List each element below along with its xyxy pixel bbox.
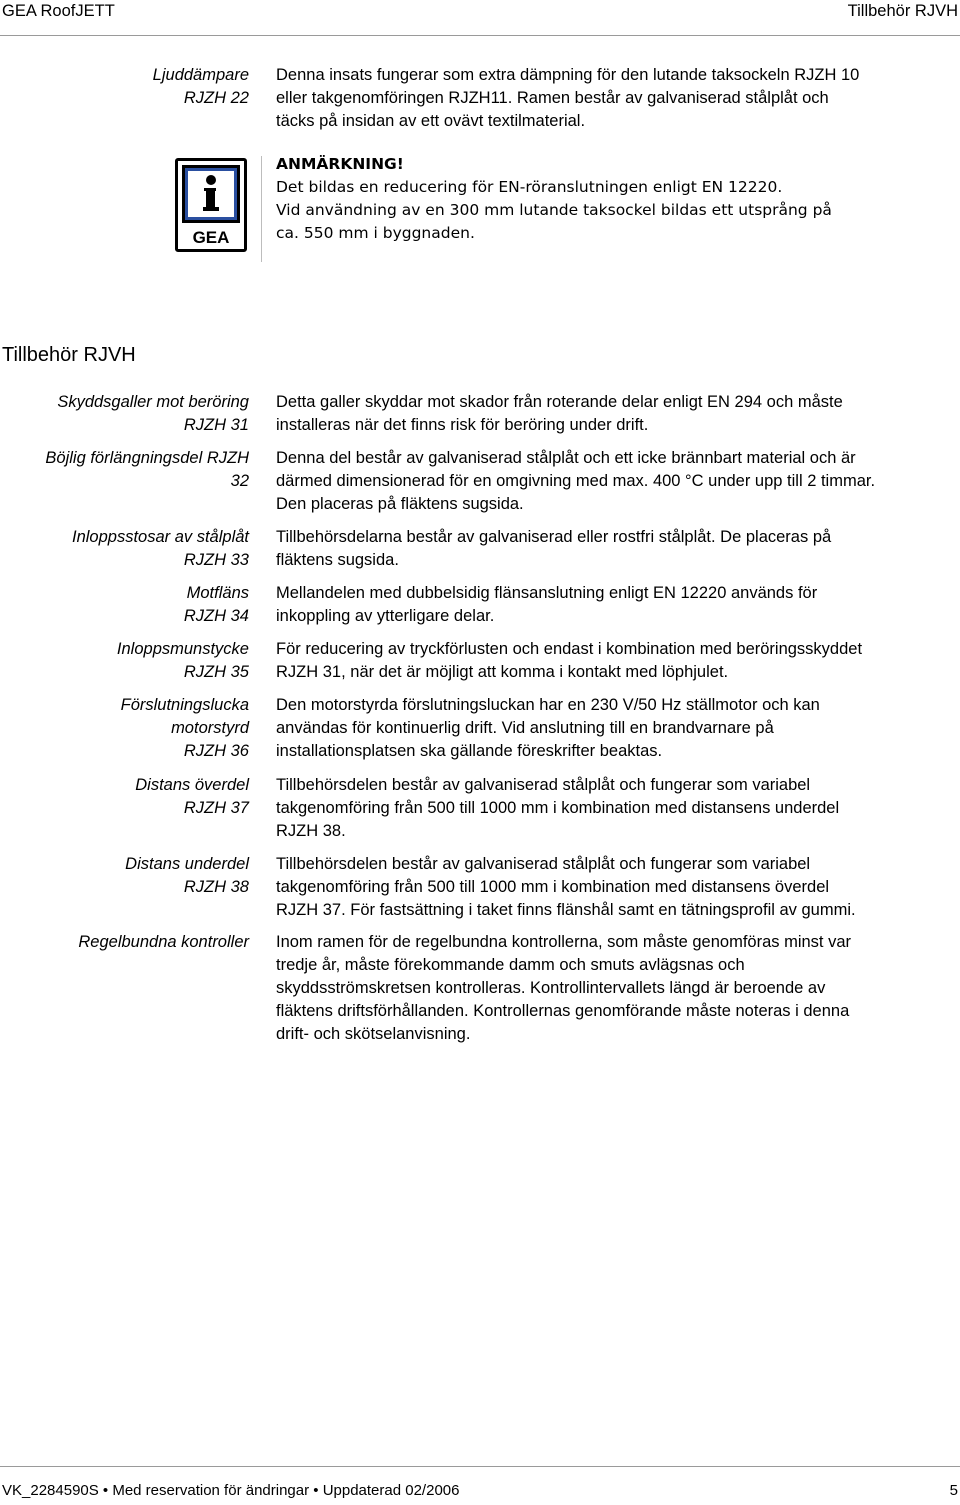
page-footer bbox=[0, 1466, 960, 1505]
item-label bbox=[0, 694, 249, 763]
item-label bbox=[0, 638, 249, 684]
item-text bbox=[276, 447, 960, 516]
notice-line: Det bildas en reducering för EN-röranslutningen enligt EN 12220. bbox=[276, 178, 783, 196]
label-line: Förslutningslucka bbox=[120, 696, 249, 714]
item-label bbox=[0, 931, 249, 954]
label-line: RJZH 31 bbox=[183, 416, 249, 434]
text-line: Denna del består av galvaniserad stålplåt och ett icke brännbart material och är bbox=[276, 449, 856, 467]
label-line: RJZH 22 bbox=[183, 89, 249, 107]
item-text bbox=[276, 391, 960, 437]
item-text bbox=[276, 931, 960, 1046]
item-label bbox=[0, 853, 249, 899]
footer-document-info: VK_2284590S • Med reservation för ändringar • Uppdaterad 02/2006 bbox=[2, 1482, 460, 1499]
item-label bbox=[0, 391, 249, 437]
notice-block bbox=[276, 153, 956, 245]
notice-title: ANMÄRKNING! bbox=[276, 155, 404, 173]
text-line: eller takgenomföringen RJZH11. Ramen består av galvaniserad stålplåt och bbox=[276, 89, 829, 107]
text-line: takgenomföring från 500 till 1000 mm i kombination med distansens underdel bbox=[276, 799, 840, 817]
text-line: Tillbehörsdelarna består av galvaniserad eller rostfri stålplåt. De placeras på bbox=[276, 528, 832, 546]
item-label bbox=[0, 447, 249, 493]
text-line: installationsplatsen ska gällande föreskrifter beaktas. bbox=[276, 742, 663, 760]
item-text bbox=[276, 694, 960, 763]
text-line: RJZH 37. För fastsättning i taket finns flänshål samt en tätningsprofil av gummi. bbox=[276, 901, 856, 919]
text-line: Tillbehörsdelen består av galvaniserad stålplåt och fungerar som variabel bbox=[276, 855, 811, 873]
label-line: Inloppsmunstycke bbox=[116, 640, 249, 658]
item-label bbox=[0, 526, 249, 572]
notice-divider bbox=[261, 156, 262, 262]
info-icon bbox=[175, 158, 247, 252]
text-line: installeras när det finns risk för beröring under drift. bbox=[276, 416, 649, 434]
text-line: skyddsströmskretsen kontrolleras. Kontrollintervallets längd är beroende av bbox=[276, 979, 826, 997]
text-line: Tillbehörsdelen består av galvaniserad stålplåt och fungerar som variabel bbox=[276, 776, 811, 794]
label-line: RJZH 38 bbox=[183, 878, 249, 896]
text-line: fläktens driftsförhållanden. Kontrollernas genomförande måste noteras i denna bbox=[276, 1002, 850, 1020]
label-line: Motfläns bbox=[186, 584, 249, 602]
section-title: Tillbehör RJVH bbox=[2, 344, 136, 366]
item-text bbox=[276, 638, 960, 684]
label-line: Regelbundna kontroller bbox=[78, 933, 249, 951]
text-line: RJZH 31, när det är möjligt att komma i kontakt med löphjulet. bbox=[276, 663, 729, 681]
text-line: Den placeras på fläktens sugsida. bbox=[276, 495, 524, 513]
text-line: Denna insats fungerar som extra dämpning för den lutande taksockeln RJZH 10 bbox=[276, 66, 860, 84]
label-line: RJZH 34 bbox=[183, 607, 249, 625]
text-line: För reducering av tryckförlusten och endast i kombination med beröringsskyddet bbox=[276, 640, 863, 658]
label-line: Böjlig förlängningsdel RJZH bbox=[45, 449, 249, 467]
label-line: Distans överdel bbox=[135, 776, 249, 794]
label-line: Inloppsstosar av stålplåt bbox=[71, 528, 249, 546]
item-label bbox=[0, 582, 249, 628]
label-line: motorstyrd bbox=[171, 719, 249, 737]
item-text bbox=[276, 526, 960, 572]
item-text bbox=[276, 853, 960, 922]
header-product-name: GEA RoofJETT bbox=[2, 2, 115, 20]
text-line: användas för kontinuerlig drift. Vid anslutning till en brandvarnare på bbox=[276, 719, 774, 737]
item-text bbox=[276, 582, 960, 628]
item-label bbox=[0, 774, 249, 820]
intro-label bbox=[0, 64, 249, 110]
label-line: RJZH 36 bbox=[183, 742, 249, 760]
notice-line: Vid användning av en 300 mm lutande taksockel bildas ett utsprång på bbox=[276, 201, 832, 219]
text-line: täcks på insidan av ett ovävt textilmaterial. bbox=[276, 112, 586, 130]
text-line: drift- och skötselanvisning. bbox=[276, 1025, 471, 1043]
label-line: RJZH 37 bbox=[183, 799, 249, 817]
label-line: RJZH 33 bbox=[183, 551, 249, 569]
header-section-name: Tillbehör RJVH bbox=[847, 2, 958, 20]
label-line: Skyddsgaller mot beröring bbox=[57, 393, 249, 411]
text-line: Mellandelen med dubbelsidig flänsanslutning enligt EN 12220 används för bbox=[276, 584, 818, 602]
gea-logo: GEA bbox=[192, 228, 230, 247]
item-text bbox=[276, 774, 960, 843]
footer-rule bbox=[0, 1466, 960, 1467]
label-line: 32 bbox=[230, 472, 249, 490]
page-number: 5 bbox=[949, 1482, 958, 1499]
text-line: Inom ramen för de regelbundna kontrollerna, som måste genomföras minst var bbox=[276, 933, 852, 951]
header-rule bbox=[0, 35, 960, 36]
label-line: Ljuddämpare bbox=[152, 66, 249, 84]
text-line: fläktens sugsida. bbox=[276, 551, 399, 569]
label-line: Distans underdel bbox=[125, 855, 249, 873]
info-icon-background bbox=[182, 165, 240, 223]
text-line: tredje år, måste förekommande damm och smuts avlägsnas och bbox=[276, 956, 745, 974]
text-line: Detta galler skyddar mot skador från roterande delar enligt EN 294 och måste bbox=[276, 393, 843, 411]
text-line: därmed dimensionerad för en omgivning med max. 400 °C under upp till 2 timmar. bbox=[276, 472, 876, 490]
info-i-glyph bbox=[185, 168, 237, 220]
notice-line: ca. 550 mm i byggnaden. bbox=[276, 224, 475, 242]
text-line: inkoppling av ytterligare delar. bbox=[276, 607, 495, 625]
page-header bbox=[0, 0, 960, 38]
text-line: RJZH 38. bbox=[276, 822, 346, 840]
text-line: Den motorstyrda förslutningsluckan har en 230 V/50 Hz ställmotor och kan bbox=[276, 696, 820, 714]
label-line: RJZH 35 bbox=[183, 663, 249, 681]
text-line: takgenomföring från 500 till 1000 mm i kombination med distansens överdel bbox=[276, 878, 830, 896]
intro-text bbox=[276, 64, 960, 133]
